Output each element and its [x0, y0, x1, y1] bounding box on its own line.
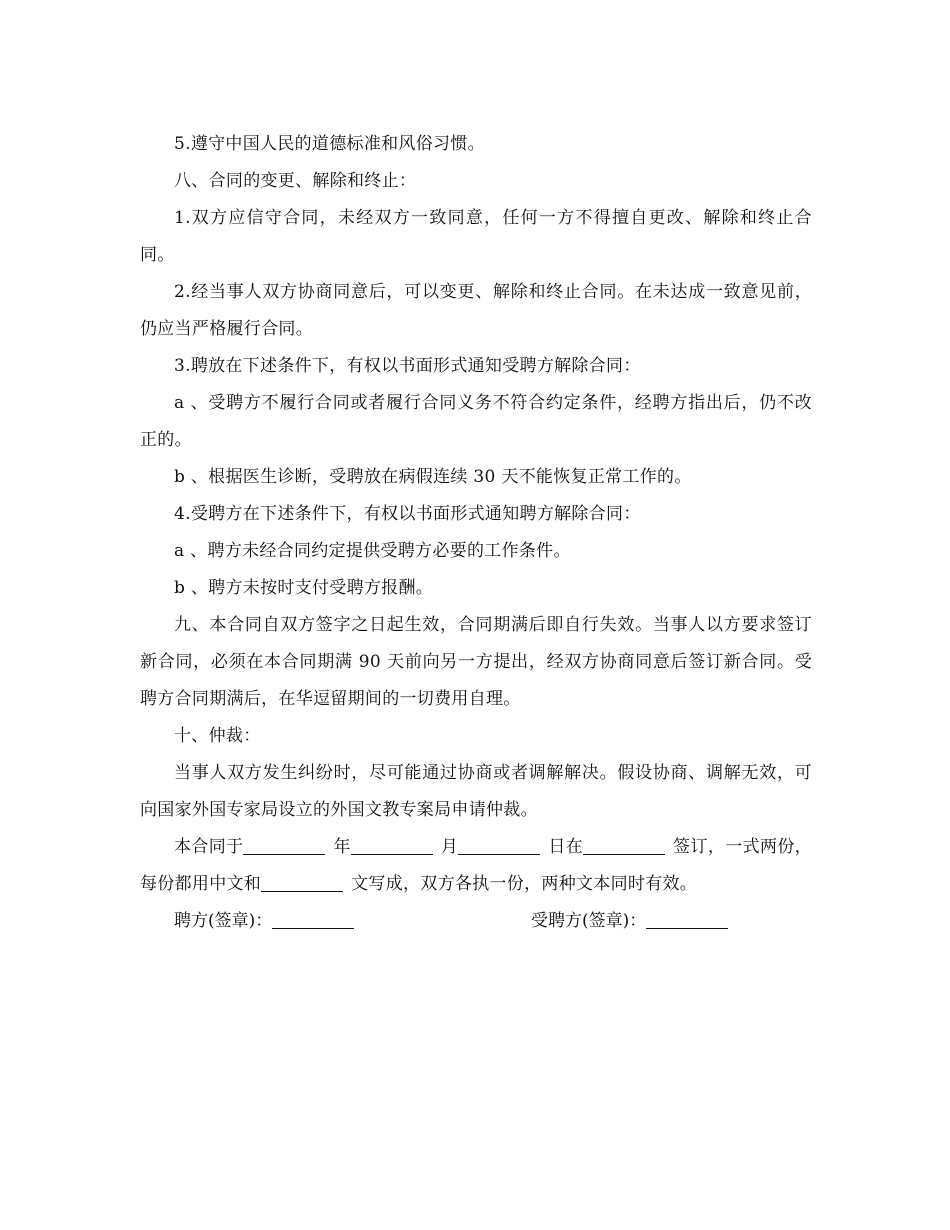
section-heading-8: 八、合同的变更、解除和终止：	[174, 171, 417, 191]
paragraph-item-2: 2.经当事人双方协商同意后，可以变更、解除和终止合同。在未达成一致意见前，仍应当严格履行合同。	[140, 282, 812, 339]
paragraph-item-4b: b 、聘方未按时支付受聘方报酬。	[174, 578, 434, 598]
year-label: 年	[333, 837, 351, 857]
section-heading-10: 十、仲裁：	[174, 726, 261, 746]
document-page	[140, 126, 812, 940]
day-label: 日在	[548, 837, 584, 857]
paragraph-item-5: 5.遵守中国人民的道德标准和风俗习惯。	[174, 134, 485, 154]
employer-signature-label: 聘方(签章)：	[174, 911, 273, 931]
final-clause-rest: 文写成，双方各执一份，两种文本同时有效。	[351, 874, 698, 894]
place-blank	[583, 834, 665, 855]
employee-signature-label: 受聘方(签章)：	[531, 911, 647, 931]
signed-text: 签订，一式两份，每份都用中文和	[140, 837, 812, 894]
employee-signature	[531, 903, 736, 940]
final-clause-prefix: 本合同于	[174, 837, 244, 857]
paragraph-item-3: 3.聘放在下述条件下，有权以书面形式通知受聘方解除合同：	[174, 356, 641, 376]
section-9-effectiveness: 九、本合同自双方签字之日起生效，合同期满后即自行失效。当事人以方要求签订新合同，必须在本合同期满 90 天前向另一方提出，经双方协商同意后签订新合同。受聘方合同期满后，在华逗留期间的一切费用自理。	[140, 615, 812, 709]
language-blank	[261, 871, 343, 892]
employer-signature	[174, 903, 362, 940]
paragraph-item-3a: a 、受聘方不履行合同或者履行合同义务不符合约定条件，经聘方指出后，仍不改正的。	[140, 393, 812, 450]
paragraph-item-4: 4.受聘方在下述条件下，有权以书面形式通知聘方解除合同：	[174, 504, 641, 524]
day-blank	[458, 834, 540, 855]
arbitration-paragraph: 当事人双方发生纠纷时，尽可能通过协商或者调解解决。假设协商、调解无效，可向国家外国专家局设立的外国文教专案局申请仲裁。	[140, 763, 812, 820]
signature-row	[140, 903, 812, 940]
employer-signature-blank	[272, 908, 354, 929]
paragraph-item-3b: b 、根据医生诊断，受聘放在病假连续 30 天不能恢复正常工作的。	[174, 467, 692, 487]
month-label: 月	[440, 837, 459, 857]
employee-signature-blank	[646, 908, 728, 929]
month-blank	[351, 834, 433, 855]
final-clause	[140, 829, 812, 903]
paragraph-item-4a: a 、聘方未经合同约定提供受聘方必要的工作条件。	[174, 541, 571, 561]
paragraph-item-1: 1.双方应信守合同，未经双方一致同意，任何一方不得擅自更改、解除和终止合同。	[140, 208, 812, 265]
year-blank	[243, 834, 325, 855]
